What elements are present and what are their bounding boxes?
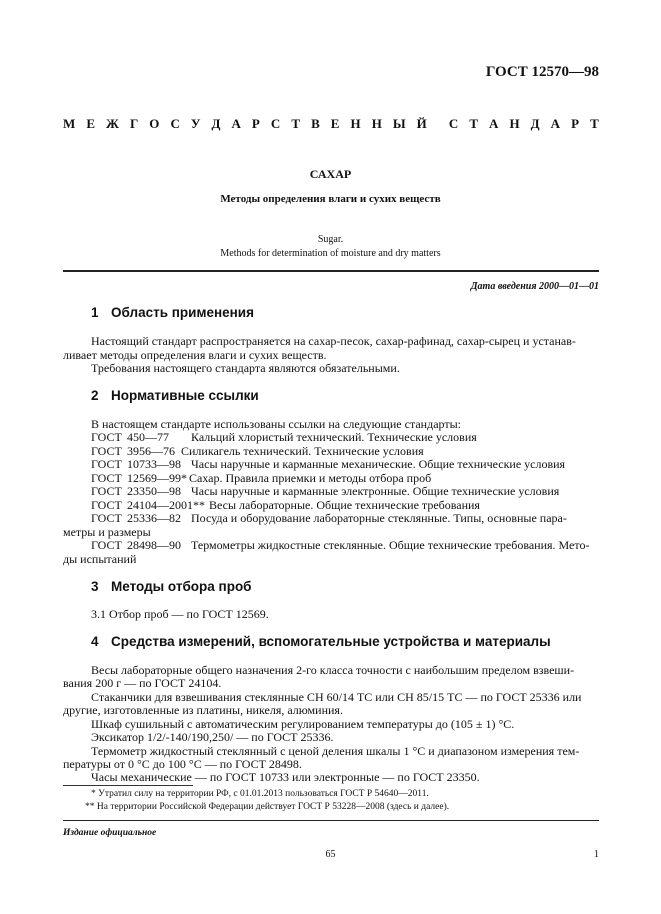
ref-code: 450—77 (127, 430, 169, 444)
banner-letter: Е (330, 116, 340, 131)
banner-letter: Ж (106, 116, 119, 131)
section-number: 2 (91, 388, 99, 403)
paragraph: Весы лабораторные общего назначения 2-го класса точности с наибольшим пределом взвеши- (91, 663, 575, 677)
ref-text: Часы наручные и карманные механические. Общие технические условия (191, 457, 566, 471)
ref-gost: ГОСТ (91, 444, 122, 458)
paragraph: Шкаф сушильный с автоматическим регулированием температуры до (105 ± 1) °С. (91, 717, 515, 731)
footnote: * Утратил силу на территории РФ, с 01.01.2013 пользоваться ГОСТ Р 54640—2011. (91, 789, 429, 799)
document-title-en: Sugar. (317, 234, 344, 245)
section-number: 1 (91, 305, 99, 320)
ref-code: 23350—98 (127, 484, 181, 498)
ref-code: 12569—99* (127, 471, 187, 485)
section-number: 4 (91, 634, 99, 649)
paragraph: Стаканчики для взвешивания стеклянные СН 60/14 ТС или СН 85/15 ТС — по ГОСТ 25336 или (91, 690, 582, 704)
reference-continuation: ды испытаний (63, 552, 137, 566)
banner-letter: М (63, 116, 76, 131)
paragraph: 3.1 Отбор проб — по ГОСТ 12569. (91, 607, 269, 621)
banner-letter: Д (530, 116, 540, 131)
ref-code: 28498—90 (127, 538, 181, 552)
ref-code: 25336—82 (127, 511, 181, 525)
paragraph: Настоящий стандарт распространяется на сахар-песок, сахар-рафинад, сахар-сырец и устанав- (91, 334, 576, 348)
ref-gost: ГОСТ (91, 484, 122, 498)
banner-letter: Ы (392, 116, 406, 131)
banner-letter: У (190, 116, 201, 131)
ref-text: Силикагель технический. Технические условия (181, 444, 424, 458)
ref-gost: ГОСТ (91, 511, 122, 525)
reference-item (91, 539, 589, 553)
banner-letter: Т (469, 116, 478, 131)
paragraph: В настоящем стандарте использованы ссылки на следующие стандарты: (91, 417, 462, 431)
banner-letter: С (448, 116, 459, 131)
footer-divider (63, 820, 599, 821)
document-subtitle-en: Methods for determination of moisture and dry matters (220, 248, 441, 259)
banner-letter: Г (129, 116, 139, 131)
sheet-number: 1 (594, 849, 599, 860)
banner-letter: С (170, 116, 180, 131)
ref-code: 24104—2001** (127, 498, 205, 512)
banner-letter: Д (211, 116, 221, 131)
banner-letter: Е (86, 116, 95, 131)
document-number: ГОСТ 12570—98 (485, 64, 599, 80)
paragraph: вания 200 г — по ГОСТ 24104. (63, 676, 222, 690)
reference-continuation: метры и размеры (63, 525, 151, 539)
footnote: ** На территории Российской Федерации действует ГОСТ Р 53228—2008 (здесь и далее). (85, 802, 450, 812)
ref-gost: ГОСТ (91, 538, 122, 552)
reference-item (91, 431, 477, 445)
ref-code: 10733—98 (127, 457, 181, 471)
document-subtitle: Методы определения влаги и сухих веществ (220, 193, 441, 205)
reference-item (91, 485, 559, 499)
banner-letter: В (311, 116, 320, 131)
footnote-divider (63, 785, 193, 786)
paragraph: Требования настоящего стандарта являются обязательными. (91, 361, 400, 375)
introduction-date: Дата введения 2000—01—01 (470, 281, 599, 292)
paragraph: ливает методы определения влаги и сухих веществ. (63, 348, 327, 362)
banner-letter: Н (350, 116, 361, 131)
section-title: Методы отбора проб (111, 579, 252, 594)
ref-text: Часы наручные и карманные электронные. Общие технические условия (191, 484, 560, 498)
banner-letter: Т (291, 116, 301, 131)
section-title: Нормативные ссылки (111, 388, 259, 403)
section-heading-3 (91, 579, 252, 594)
ref-code: 3956—76 (127, 444, 175, 458)
banner-letter: Н (371, 116, 382, 131)
ref-gost: ГОСТ (91, 498, 122, 512)
banner-letter: А (231, 116, 241, 131)
ref-gost: ГОСТ (91, 471, 122, 485)
section-heading-4 (91, 634, 551, 649)
ref-text: Весы лабораторные. Общие технические требования (209, 498, 480, 512)
banner-letter: С (270, 116, 281, 131)
section-title: Средства измерений, вспомогательные устройства и материалы (111, 634, 551, 649)
banner-letter: А (489, 116, 499, 131)
ref-text: Кальций хлористый технический. Технические условия (191, 430, 477, 444)
banner-letter: Т (590, 116, 599, 131)
banner-letter: О (149, 116, 160, 131)
standard-banner (63, 116, 599, 132)
paragraph: другие, изготовленные из платины, никеля, алюминия. (63, 703, 343, 717)
section-heading-2 (91, 388, 259, 403)
section-heading-1 (91, 305, 254, 320)
reference-item (91, 512, 567, 526)
ref-text: Термометры жидкостные стеклянные. Общие технические требования. Мето- (191, 538, 590, 552)
banner-letter: Н (509, 116, 520, 131)
page-number: 65 (325, 849, 336, 860)
banner-letter: Р (251, 116, 260, 131)
paragraph: Эксикатор 1/2/-140/190,250/ — по ГОСТ 25336. (91, 730, 334, 744)
paragraph: пературы от 0 °С до 100 °С — по ГОСТ 28498. (63, 757, 302, 771)
paragraph: Часы механические — по ГОСТ 10733 или электронные — по ГОСТ 23350. (91, 770, 480, 784)
banner-letter: А (550, 116, 561, 131)
banner-letter: Й (416, 116, 427, 131)
reference-item (91, 458, 565, 472)
banner-letter: Р (571, 116, 580, 131)
ref-gost: ГОСТ (91, 430, 122, 444)
ref-gost: ГОСТ (91, 457, 122, 471)
ref-text: Посуда и оборудование лабораторные стеклянные. Типы, основные пара- (191, 511, 567, 525)
section-title: Область применения (111, 305, 254, 320)
edition-label: Издание официальное (63, 828, 157, 838)
section-number: 3 (91, 579, 99, 594)
paragraph: Термометр жидкостный стеклянный с ценой деления шкалы 1 °С и диапазоном измерения тем- (91, 744, 580, 758)
document-title: САХАР (309, 167, 352, 181)
title-divider (63, 270, 599, 272)
ref-text: Сахар. Правила приемки и методы отбора проб (189, 471, 432, 485)
